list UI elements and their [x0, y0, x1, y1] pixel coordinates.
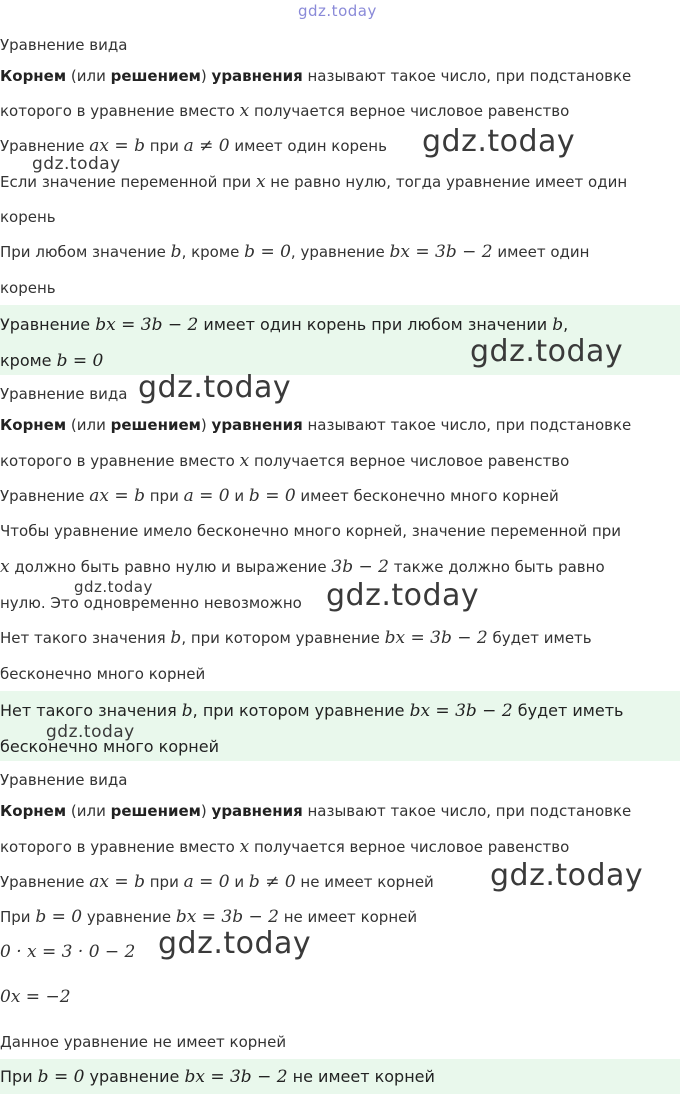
b2-heading: Уравнение вида: [0, 385, 128, 403]
b1-definition-line-2: которого в уравнение вместо x получается верное числовое равенство: [0, 101, 570, 121]
watermark-text: gdz.today: [46, 722, 135, 742]
watermark-text: gdz.today: [326, 578, 480, 613]
b1-condition-line-2: корень: [0, 208, 56, 226]
b3-answer-line: При b = 0 уравнение bx = 3b − 2 не имеет корней: [0, 1067, 435, 1087]
b1-rule-line: Уравнение ax = b при a ≠ 0 имеет один корень: [0, 136, 387, 156]
b3-rule-line: Уравнение ax = b при a = 0 и b ≠ 0 не имеет корней: [0, 872, 434, 892]
b1-definition-line-1: Корнем (или решением) уравнения называют такое число, при подстановке: [0, 67, 632, 85]
b2-conclusion-line-1: Нет такого значения b, при котором уравнение bx = 3b − 2 будет иметь: [0, 628, 592, 648]
b3-heading: Уравнение вида: [0, 771, 128, 789]
b3-definition-line-1: Корнем (или решением) уравнения называют такое число, при подстановке: [0, 802, 632, 820]
b3-conclusion-line: Данное уравнение не имеет корней: [0, 1033, 287, 1051]
b2-answer-line-2: бесконечно много корней: [0, 737, 219, 756]
b1-reasoning-line-2: корень: [0, 279, 56, 297]
b2-reasoning-line-1: Чтобы уравнение имело бесконечно много корней, значение переменной при: [0, 522, 622, 540]
b2-definition-line-2: которого в уравнение вместо x получается верное числовое равенство: [0, 451, 570, 471]
b2-reasoning-line-3: нулю. Это одновременно невозможно: [0, 594, 302, 612]
b3-definition-line-2: которого в уравнение вместо x получается верное числовое равенство: [0, 837, 570, 857]
b1-answer-line-2: кроме b = 0: [0, 351, 104, 371]
b3-equation-1: 0 · x = 3 · 0 − 2: [0, 942, 136, 962]
b2-reasoning-line-2: x должно быть равно нулю и выражение 3b − 2 также должно быть равно: [0, 557, 605, 577]
watermark-text: gdz.today: [470, 334, 624, 369]
watermark-text: gdz.today: [158, 926, 312, 961]
b1-reasoning-line-1: При любом значение b, кроме b = 0, уравнение bx = 3b − 2 имеет один: [0, 242, 590, 262]
watermark-text: gdz.today: [74, 578, 153, 596]
b2-definition-line-1: Корнем (или решением) уравнения называют такое число, при подстановке: [0, 416, 632, 434]
b3-reasoning-line: При b = 0 уравнение bx = 3b − 2 не имеет корней: [0, 907, 418, 927]
watermark-text: gdz.today: [490, 858, 644, 893]
b2-rule-line: Уравнение ax = b при a = 0 и b = 0 имеет бесконечно много корней: [0, 486, 559, 506]
watermark-text: gdz.today: [138, 370, 292, 405]
b1-answer-line-1: Уравнение bx = 3b − 2 имеет один корень при любом значении b,: [0, 315, 569, 335]
b1-condition-line-1: Если значение переменной при x не равно нулю, тогда уравнение имеет один: [0, 172, 628, 192]
watermark-text: gdz.today: [32, 154, 121, 174]
watermark-text: gdz.today: [422, 124, 576, 159]
b2-conclusion-line-2: бесконечно много корней: [0, 665, 206, 683]
header-watermark: gdz.today: [298, 2, 377, 20]
b1-heading: Уравнение вида: [0, 36, 128, 54]
b2-answer-line-1: Нет такого значения b, при котором уравнение bx = 3b − 2 будет иметь: [0, 701, 624, 721]
b3-equation-2: 0x = −2: [0, 987, 71, 1007]
b3-answer-box: [0, 1059, 680, 1094]
